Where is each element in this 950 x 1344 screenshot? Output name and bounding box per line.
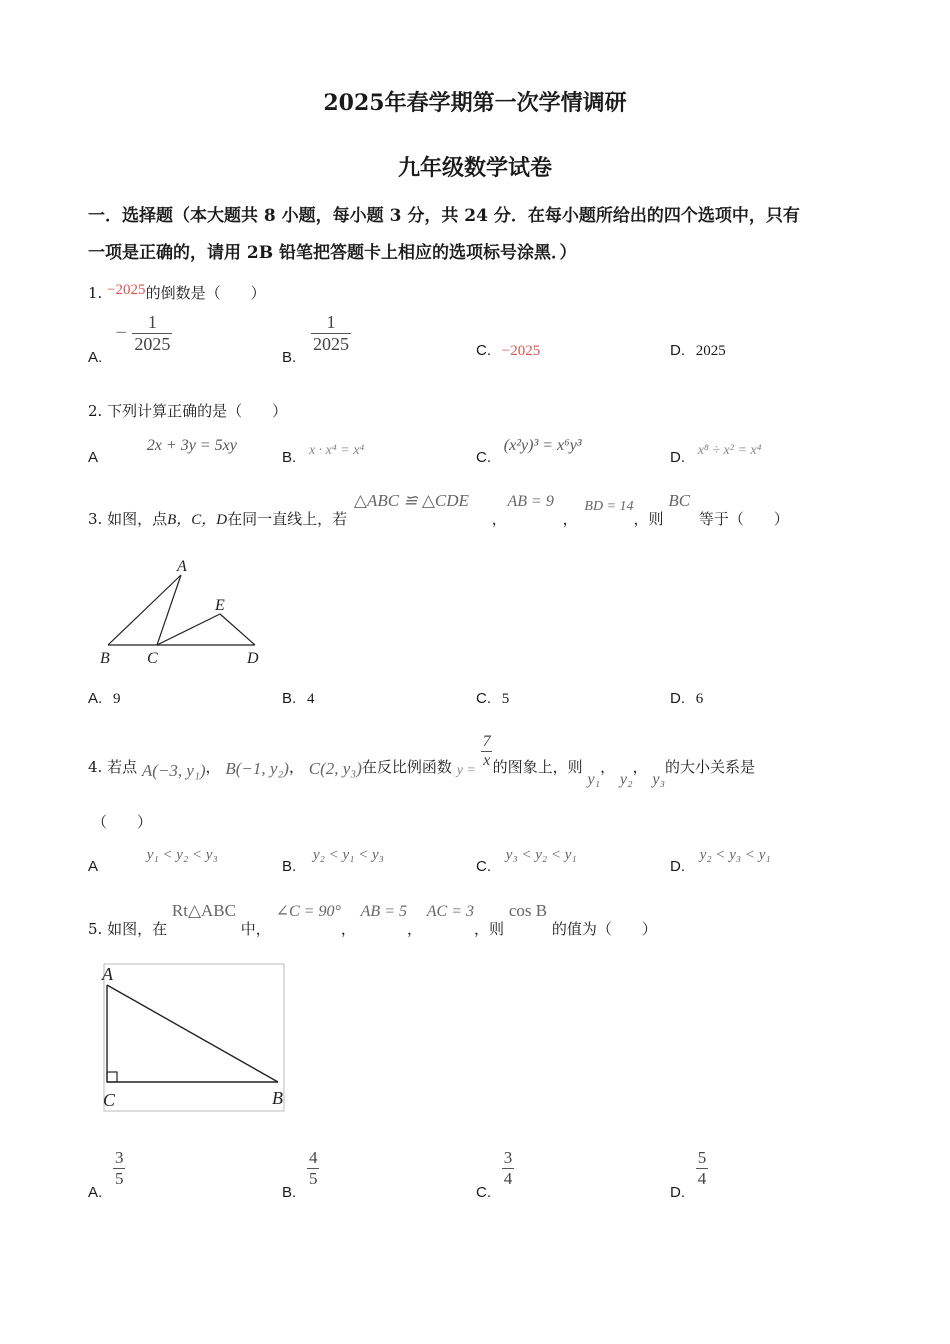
option-value: 6 [695, 691, 704, 707]
question-1 [88, 282, 266, 303]
math-rt-triangle: Rt△ABC [171, 901, 236, 920]
question-text: 若点 [107, 757, 138, 776]
label-b: B [272, 1088, 283, 1108]
var-y2: y₂ [619, 770, 633, 788]
option-value: 2025 [695, 343, 726, 359]
point-names: B，C，D [167, 512, 228, 528]
math-bc: BC [668, 491, 691, 510]
option-label: D. [670, 342, 685, 359]
question-text: 等于（ ） [698, 510, 789, 528]
option-label: C. [476, 449, 491, 466]
q3-option-a[interactable] [88, 689, 120, 708]
option-label: A [88, 449, 99, 466]
label-a: A [102, 964, 113, 984]
option-label: C. [476, 690, 491, 707]
var-y1: y₁ [587, 770, 601, 788]
question-text: 在同一直线上，若 [227, 510, 348, 528]
math-ac: AC = 3 [426, 903, 475, 920]
q3-option-d[interactable] [670, 689, 703, 708]
option-label: A. [88, 1184, 103, 1202]
question-3 [88, 490, 789, 528]
label-c: C [103, 1090, 116, 1110]
q4-option-c[interactable] [476, 845, 577, 875]
option-value: 5 [501, 691, 510, 707]
option-math: x · x⁴ = x⁴ [308, 443, 365, 458]
q2-option-b[interactable] [282, 440, 365, 466]
label-d: D [247, 650, 259, 667]
section-heading-line1: 一．选择题（本大题共 8 小题，每小题 3 分，共 24 分．在每小题所给出的四个选项中，只有 [88, 206, 800, 226]
point-b: B(−1, y₂) [225, 758, 289, 778]
q2-option-c[interactable] [476, 436, 582, 466]
option-math: y₂ < y₁ < y₃ [312, 847, 384, 863]
q1-option-b[interactable] [282, 312, 351, 367]
question-text: ，则 [633, 510, 664, 528]
section-heading-line2: 一项是正确的，请用 2B 铅笔把答题卡上相应的选项标号涂黑．） [88, 243, 577, 263]
q1-option-c[interactable] [476, 341, 540, 360]
var-y3: y₃ [652, 770, 666, 788]
q2-option-d[interactable] [670, 440, 762, 466]
right-angle-mark [107, 1072, 117, 1082]
separator: ， [562, 510, 578, 528]
q3-option-c[interactable] [476, 689, 509, 708]
option-math: x⁸ ÷ x² = x⁴ [697, 443, 762, 458]
option-math: (x²y)³ = x⁶y³ [503, 437, 582, 454]
fraction: $\frac{1}{2025}$ [134, 312, 171, 354]
math-ab: AB = 9 [507, 493, 554, 510]
q3-option-b[interactable] [282, 689, 314, 708]
option-label: A. [88, 690, 103, 707]
option-math: y₂ < y₃ < y₁ [699, 847, 771, 863]
q5-option-a[interactable] [88, 1148, 125, 1202]
q5-option-d[interactable] [670, 1148, 708, 1202]
option-math: y₃ < y₂ < y₁ [505, 847, 577, 863]
figure-frame [104, 964, 284, 1111]
question-2 [88, 400, 287, 421]
label-b: B [100, 650, 110, 667]
q5-option-b[interactable] [282, 1148, 319, 1202]
math-ab: AB = 5 [360, 903, 407, 920]
question-text: 在反比例函数 [361, 757, 452, 776]
function-fraction: $\frac{7}{x}$ [482, 733, 491, 770]
label-e: E [215, 597, 225, 614]
question-text: 下列计算正确的是（ ） [107, 402, 288, 420]
question-number: 2. [88, 402, 103, 420]
option-label: A [88, 858, 99, 875]
fraction: $\frac{1}{2025}$ [312, 312, 349, 354]
question-text: 的值为（ ） [551, 920, 657, 938]
function-lhs: y = [456, 762, 476, 778]
question-5: 5. 如图，在 Rt△ABC 中， ∠C = 90°， AB = 5， AC = 3，则 cos B 的值为（ ） [88, 901, 657, 938]
minus-sign: − [114, 323, 128, 342]
q4-option-d[interactable] [670, 845, 771, 875]
q4-option-b[interactable] [282, 845, 384, 875]
question-number: 4. [88, 757, 103, 776]
option-value: 9 [112, 691, 121, 707]
option-label: B. [282, 449, 297, 466]
math-cosb: cos B [508, 901, 548, 920]
separator: ， [491, 510, 507, 528]
question-text: 中， [240, 920, 271, 938]
fraction: $\frac{4}{5}$ [308, 1148, 318, 1188]
option-label: B. [282, 858, 297, 875]
option-math: y₁ < y₂ < y₃ [146, 847, 218, 863]
side-ab [107, 985, 278, 1082]
q1-option-a[interactable] [88, 312, 172, 367]
label-c: C [147, 650, 158, 667]
q5-right-triangle-figure [100, 960, 290, 1115]
option-label: C. [476, 342, 491, 359]
question-number: 1. [88, 284, 103, 302]
fraction: $\frac{3}{5}$ [114, 1148, 124, 1188]
question-text: 的大小关系是 [665, 757, 756, 776]
segment-ba [108, 575, 181, 645]
q5-option-c[interactable] [476, 1148, 514, 1202]
exam-subtitle: 九年级数学试卷 [397, 155, 552, 181]
question-number: 5. [88, 920, 103, 938]
question-number: 3. [88, 510, 103, 528]
q2-option-a[interactable] [88, 436, 237, 466]
fraction: $\frac{5}{4}$ [697, 1148, 707, 1188]
option-label: A. [88, 349, 103, 367]
point-a: A(−3, y₁) [141, 760, 206, 780]
segment-ed [220, 614, 255, 645]
question-text: ，则 [474, 920, 505, 938]
option-label: C. [476, 858, 491, 875]
q4-answer-paren: （ ） [92, 813, 153, 831]
option-label: B. [282, 349, 297, 367]
option-label: C. [476, 1184, 491, 1202]
question-text: 的倒数是（ ） [145, 284, 266, 302]
question-text: 的图象上，则 [492, 757, 583, 776]
point-c: C(2, y₃) [308, 758, 362, 778]
question-4: 4. 若点 A(−3, y₁)， B(−1, y₂)， C(2, y₃)在反比例函数 y = $\frac{7}{x}$ 的图象上，则 y₁， y₂， y₃的大小关系是 [88, 733, 756, 788]
q3-triangle-figure [95, 553, 275, 668]
option-label: D. [670, 1184, 685, 1202]
question-text: 如图，在 [107, 920, 168, 938]
math-bd: BD = 14 [584, 499, 634, 514]
math-expression: −2025 [107, 282, 146, 298]
option-label: B. [282, 1184, 297, 1202]
q1-option-d[interactable] [670, 341, 726, 360]
exam-title: 2025年春学期第一次学情调研 [323, 90, 627, 116]
option-math: 2x + 3y = 5xy [146, 437, 237, 454]
fraction: $\frac{3}{4}$ [503, 1148, 513, 1188]
option-label: D. [670, 449, 685, 466]
option-label: D. [670, 858, 685, 875]
option-label: D. [670, 690, 685, 707]
question-text: 如图，点 [107, 510, 168, 528]
option-value: 4 [306, 691, 315, 707]
option-value: −2025 [501, 343, 541, 359]
option-label: B. [282, 690, 297, 707]
math-angle-c: ∠C = 90° [275, 903, 341, 920]
q4-option-a[interactable] [88, 845, 218, 875]
label-a: A [177, 558, 187, 575]
congruence-math: △ABC ≌ △CDE [353, 491, 469, 510]
